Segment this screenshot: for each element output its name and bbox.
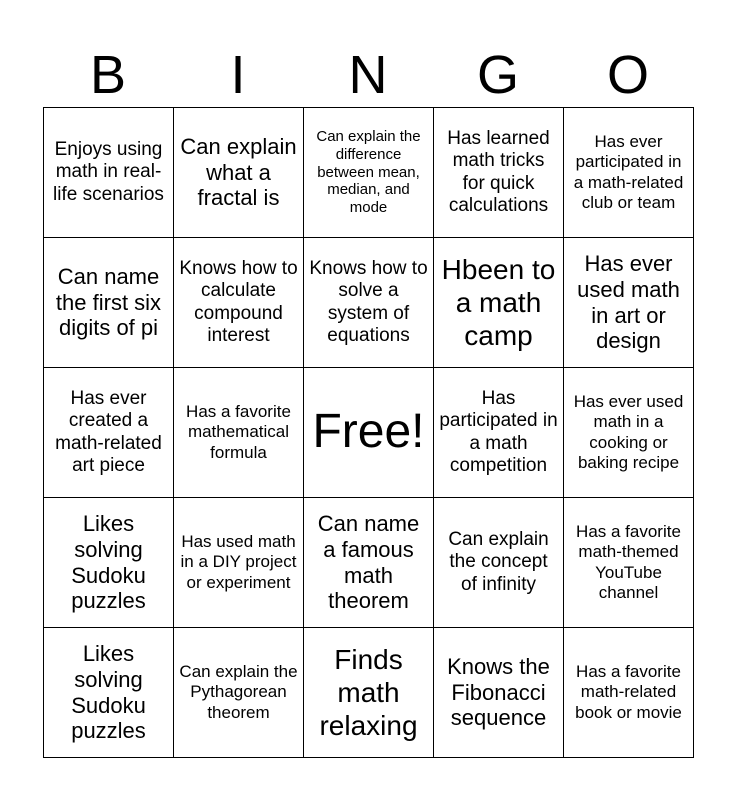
bingo-cell[interactable]: Has learned math tricks for quick calculations (434, 108, 564, 238)
bingo-row (44, 628, 694, 758)
free-space-cell[interactable]: Free! (304, 368, 434, 498)
bingo-cell[interactable]: Knows how to solve a system of equations (304, 238, 434, 368)
bingo-cell[interactable]: Has ever participated in a math-related club or team (564, 108, 694, 238)
bingo-board (43, 107, 694, 758)
bingo-cell[interactable]: Knows how to calculate compound interest (174, 238, 304, 368)
bingo-cell[interactable]: Has participated in a math competition (434, 368, 564, 498)
bingo-cell[interactable]: Enjoys using math in real-life scenarios (44, 108, 174, 238)
header-letter-i: I (230, 45, 246, 105)
bingo-row (44, 498, 694, 628)
bingo-cell[interactable]: Can explain the concept of infinity (434, 498, 564, 628)
bingo-cell[interactable]: Can explain the difference between mean, median, and mode (304, 108, 434, 238)
bingo-cell[interactable]: Has used math in a DIY project or experiment (174, 498, 304, 628)
bingo-cell[interactable]: Hbeen to a math camp (434, 238, 564, 368)
bingo-cell[interactable]: Has a favorite math-themed YouTube channel (564, 498, 694, 628)
bingo-row (44, 108, 694, 238)
bingo-cell[interactable]: Knows the Fibonacci sequence (434, 628, 564, 758)
bingo-cell[interactable]: Can explain what a fractal is (174, 108, 304, 238)
bingo-cell[interactable]: Finds math relaxing (304, 628, 434, 758)
bingo-board-body (44, 108, 694, 758)
bingo-cell[interactable]: Can name a famous math theorem (304, 498, 434, 628)
header-letter-g: G (476, 45, 519, 105)
header-letter-b: B (89, 45, 127, 105)
bingo-cell[interactable]: Has ever used math in a cooking or baking recipe (564, 368, 694, 498)
header-letter-n: N (348, 45, 388, 105)
bingo-cell[interactable]: Can explain the Pythagorean theorem (174, 628, 304, 758)
bingo-row (44, 238, 694, 368)
bingo-cell[interactable]: Likes solving Sudoku puzzles (44, 628, 174, 758)
bingo-cell[interactable]: Can name the first six digits of pi (44, 238, 174, 368)
header-letter-o: O (606, 45, 649, 105)
bingo-cell[interactable]: Likes solving Sudoku puzzles (44, 498, 174, 628)
bingo-cell[interactable]: Has a favorite mathematical formula (174, 368, 304, 498)
bingo-row (44, 368, 694, 498)
bingo-cell[interactable]: Has ever created a math-related art piece (44, 368, 174, 498)
bingo-cell[interactable]: Has a favorite math-related book or movie (564, 628, 694, 758)
bingo-header (43, 44, 693, 106)
bingo-cell[interactable]: Has ever used math in art or design (564, 238, 694, 368)
